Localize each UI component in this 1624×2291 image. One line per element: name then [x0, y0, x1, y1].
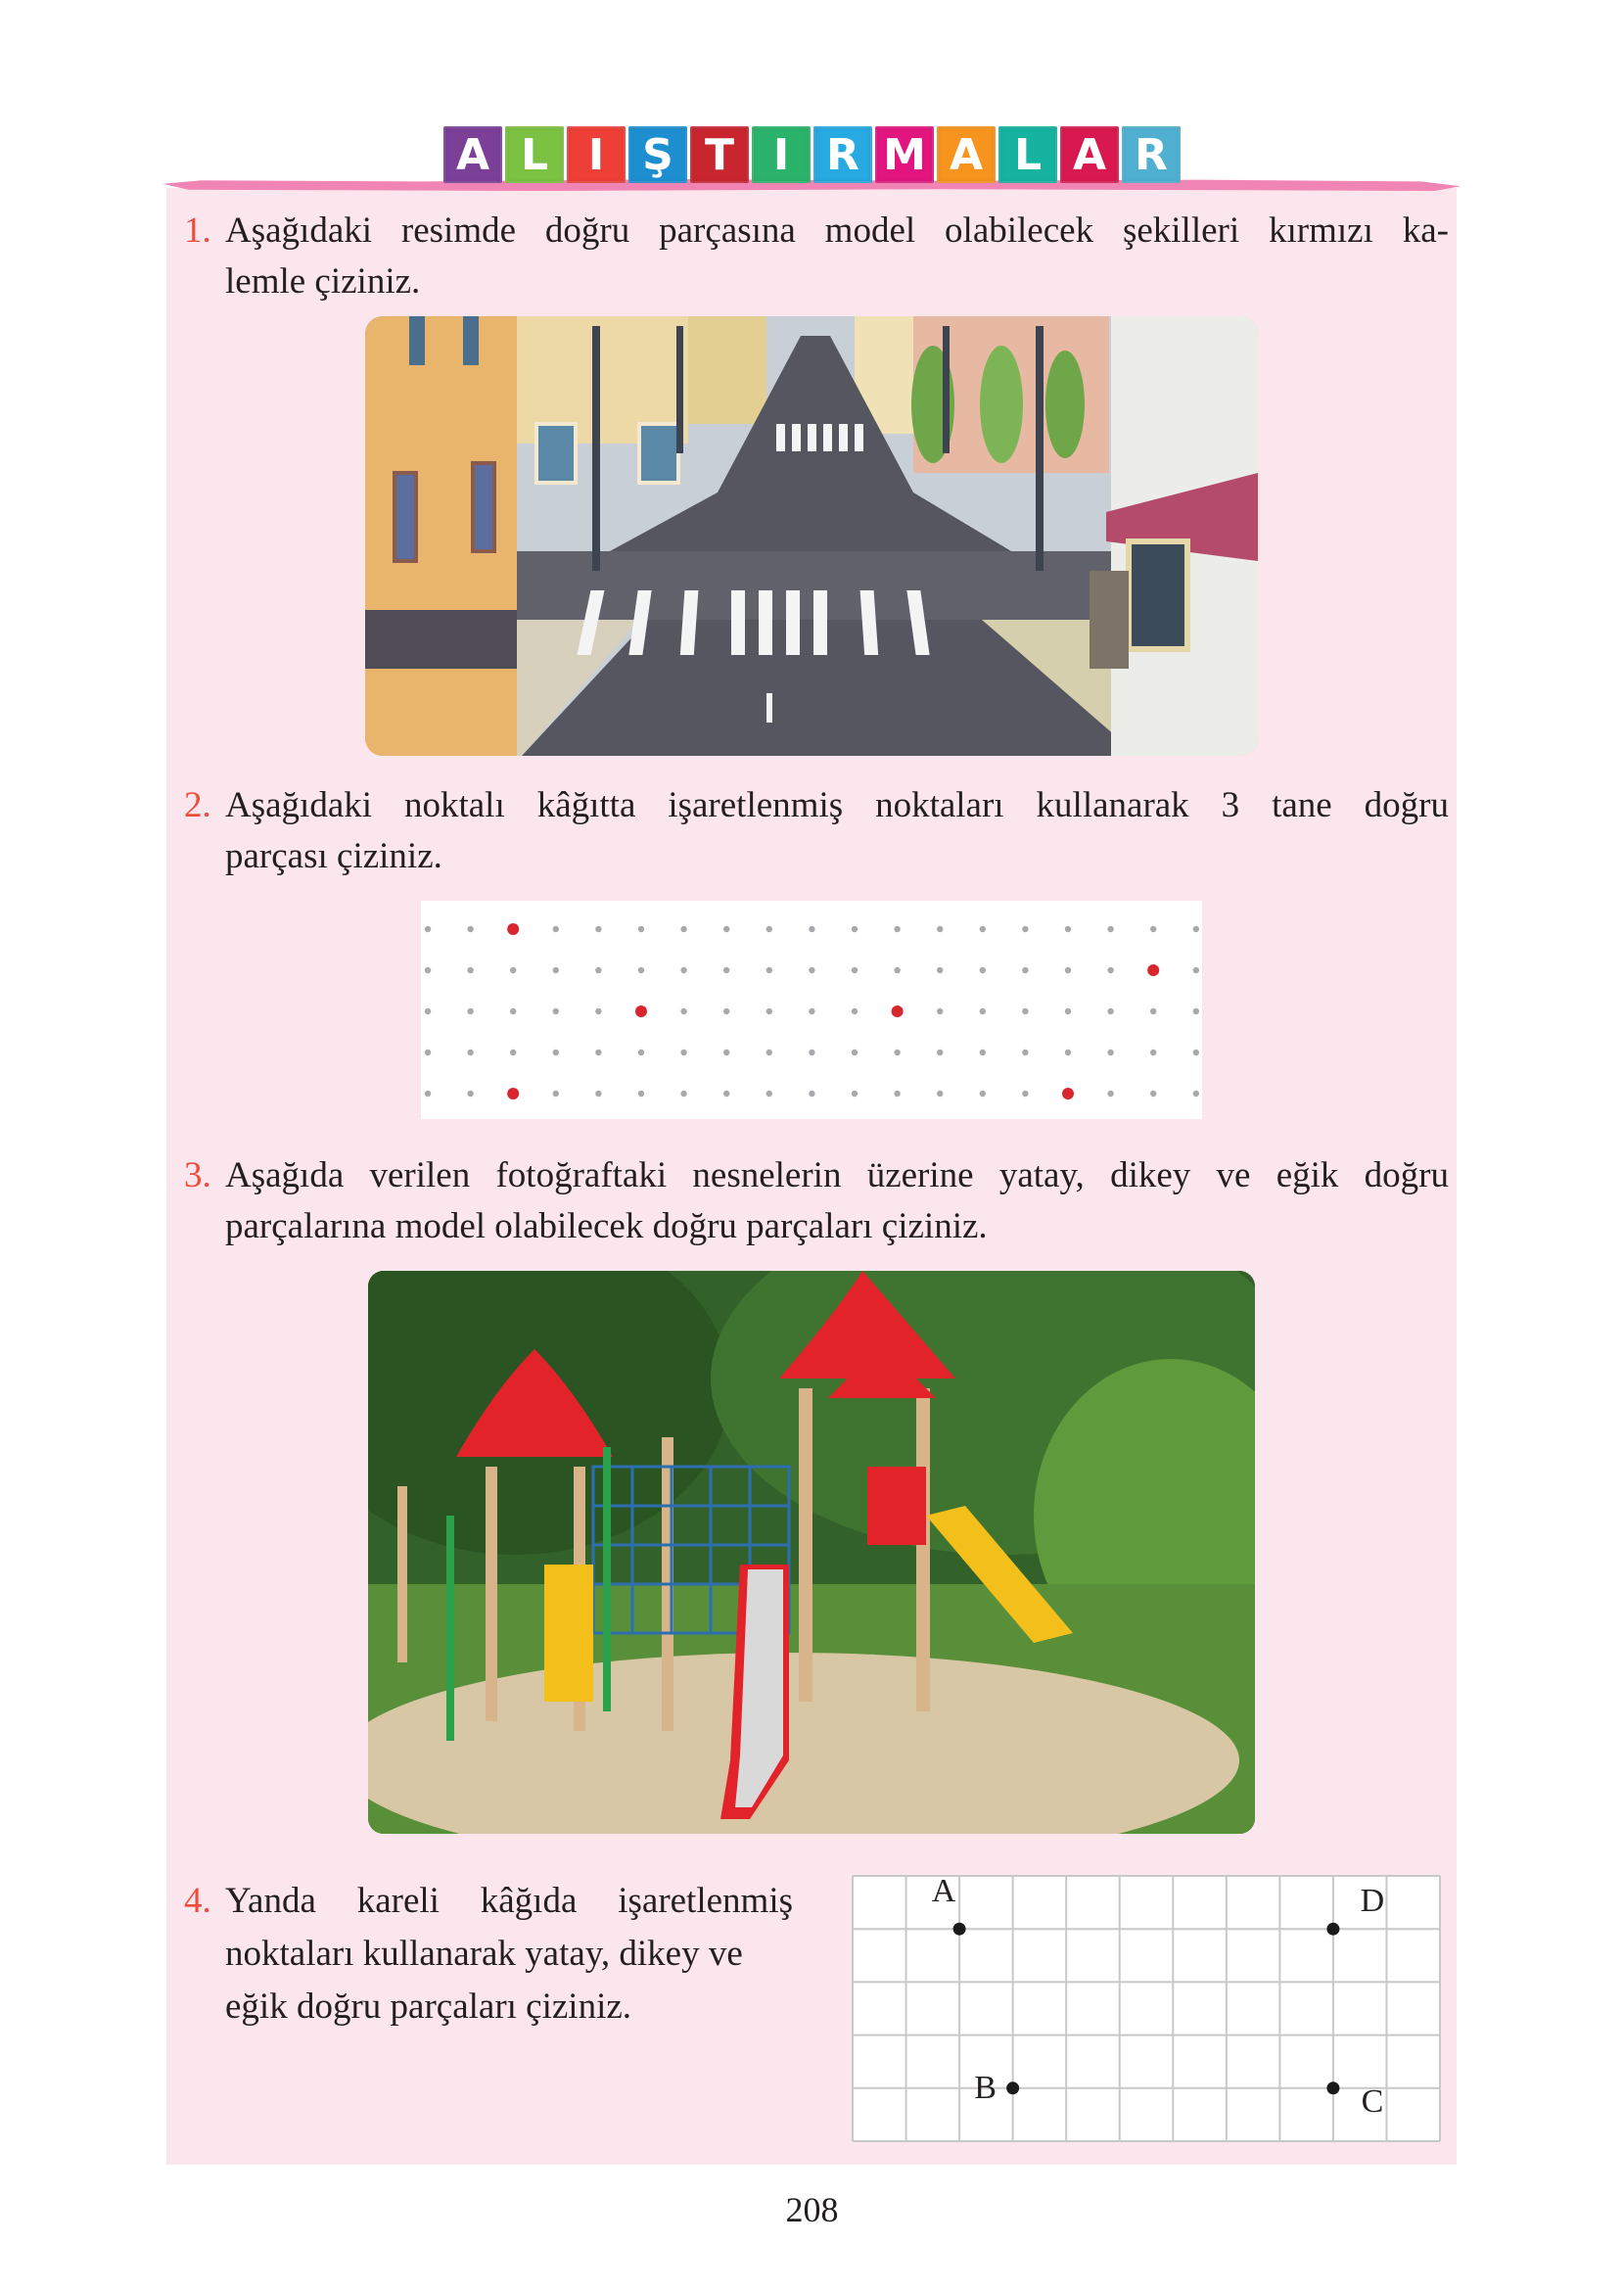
grid-dot	[1193, 1050, 1199, 1055]
grid-dot	[553, 926, 559, 932]
exercise-number: 1.	[184, 210, 211, 251]
grid-dot	[467, 926, 473, 932]
point-label: A	[931, 1873, 956, 1910]
grid-dot	[766, 926, 772, 932]
grid-dot	[937, 967, 943, 973]
point-label: C	[1361, 2082, 1384, 2120]
grid-dot	[425, 967, 431, 973]
exercise-text-line: lemle çiziniz.	[225, 261, 421, 302]
grid-dot	[1065, 926, 1071, 932]
title-letter-tile: I	[567, 126, 626, 183]
dot-paper	[421, 901, 1202, 1119]
grid-dot	[553, 967, 559, 973]
grid-dot	[553, 1050, 559, 1055]
page-number: 208	[785, 2190, 839, 2229]
grid-dot	[638, 926, 644, 932]
title-letter-tile: M	[875, 126, 934, 183]
grid-dot	[937, 1050, 943, 1055]
grid-dot	[1065, 1008, 1071, 1014]
point-a	[953, 1923, 966, 1936]
grid-dot	[766, 967, 772, 973]
grid-dot	[467, 1091, 473, 1097]
point-d	[1326, 1923, 1339, 1936]
grid-dot	[894, 926, 900, 932]
grid-dot	[1065, 967, 1071, 973]
grid-dot	[1022, 926, 1028, 932]
grid-dot	[1022, 967, 1028, 973]
exercise-text-line: eğik doğru parçaları çiziniz.	[225, 1987, 632, 2027]
title-letter-tile: L	[998, 126, 1057, 183]
title-letter-tile: R	[1122, 126, 1181, 183]
point-label: D	[1360, 1883, 1385, 1920]
grid-dot	[980, 1091, 986, 1097]
grid-dot	[595, 1091, 601, 1097]
title-letter-tile: A	[443, 126, 502, 183]
grid-dot	[937, 926, 943, 932]
grid-dot	[980, 967, 986, 973]
grid-dot	[1065, 1050, 1071, 1055]
grid-dot	[638, 967, 644, 973]
grid-dot	[852, 967, 858, 973]
grid-dot	[553, 1091, 559, 1097]
grid-dot	[809, 926, 814, 932]
title-letter-tile: I	[752, 126, 811, 183]
grid-dot	[809, 967, 814, 973]
grid-dot	[1150, 1008, 1156, 1014]
grid-dot	[553, 1008, 559, 1014]
grid-dot	[467, 967, 473, 973]
square-grid-paper	[853, 1873, 1440, 2141]
grid-dot	[1193, 967, 1199, 973]
grid-dot	[766, 1008, 772, 1014]
grid-dot	[680, 1091, 686, 1097]
grid-dot	[595, 926, 601, 932]
grid-dot	[937, 1091, 943, 1097]
exercise-text-line: Aşağıda verilen fotoğraftaki nesnelerin üzerine yatay, dikey ve eğik doğru	[225, 1155, 1449, 1195]
grid-dot	[425, 1091, 431, 1097]
grid-dot	[1107, 926, 1113, 932]
grid-dot	[809, 1091, 814, 1097]
grid-dot	[1193, 1091, 1199, 1097]
grid-dot	[510, 1008, 516, 1014]
grid-dot	[595, 967, 601, 973]
grid-dot	[894, 1050, 900, 1055]
grid-dot	[1193, 1008, 1199, 1014]
grid-dot	[1107, 1008, 1113, 1014]
marked-point	[507, 923, 519, 935]
title-letter-tile: A	[1060, 126, 1119, 183]
exercise-text-line: noktaları kullanarak yatay, dikey ve	[225, 1934, 743, 1974]
marked-point	[507, 1088, 519, 1099]
point-label: B	[974, 2069, 997, 2106]
grid-dot	[1022, 1050, 1028, 1055]
exercise-4	[184, 1875, 793, 2034]
grid-dot	[1193, 926, 1199, 932]
marked-point	[892, 1005, 904, 1017]
exercise-text-line: Yanda kareli kâğıda işaretlenmiş	[225, 1881, 793, 1921]
grid-dot	[852, 1091, 858, 1097]
exercise-number: 2.	[184, 785, 211, 825]
title-letter-tile: Ş	[628, 126, 687, 183]
grid-dot	[425, 1050, 431, 1055]
grid-dot	[809, 1008, 814, 1014]
grid-dot	[894, 967, 900, 973]
title-letter-tile: L	[505, 126, 564, 183]
grid-dot	[766, 1050, 772, 1055]
grid-dot	[595, 1050, 601, 1055]
grid-dot	[723, 1050, 729, 1055]
playground-photo	[368, 1271, 1255, 1834]
grid-dot	[766, 1091, 772, 1097]
marked-point	[635, 1005, 647, 1017]
grid-dot	[980, 1008, 986, 1014]
grid-dot	[638, 1091, 644, 1097]
grid-dot	[1107, 1091, 1113, 1097]
grid-dot	[425, 926, 431, 932]
grid-dot	[894, 1091, 900, 1097]
grid-dot	[1107, 967, 1113, 973]
grid-dot	[1022, 1008, 1028, 1014]
grid-dot	[467, 1050, 473, 1055]
grid-dot	[680, 1008, 686, 1014]
grid-dot	[680, 967, 686, 973]
exercise-text-line: parçası çiziniz.	[225, 836, 442, 876]
grid-dot	[723, 926, 729, 932]
exercise-text-line: Aşağıdaki resimde doğru parçasına model olabilecek şekilleri kırmızı ka-	[225, 210, 1449, 251]
marked-point	[1062, 1088, 1074, 1099]
exercise-text-line: parçalarına model olabilecek doğru parçaları çiziniz.	[225, 1206, 988, 1246]
grid-dot	[723, 1091, 729, 1097]
title-letter-tile: T	[690, 126, 749, 183]
grid-dot	[852, 926, 858, 932]
page-title-alistirmalar	[443, 126, 1181, 183]
grid-dot	[980, 1050, 986, 1055]
exercise-text-line: Aşağıdaki noktalı kâğıtta işaretlenmiş noktaları kullanarak 3 tane doğru	[225, 785, 1449, 825]
grid-dot	[595, 1008, 601, 1014]
exercise-1	[184, 206, 1449, 307]
grid-dot	[425, 1008, 431, 1014]
point-c	[1326, 2081, 1339, 2094]
exercise-3	[184, 1150, 1449, 1252]
title-letter-tile: A	[937, 126, 996, 183]
grid-dot	[852, 1008, 858, 1014]
grid-dot	[1150, 1050, 1156, 1055]
grid-dot	[1150, 1091, 1156, 1097]
grid-dot	[723, 1008, 729, 1014]
exercise-2	[184, 780, 1449, 882]
grid-dot	[680, 1050, 686, 1055]
grid-dot	[980, 926, 986, 932]
street-intersection-illustration	[365, 316, 1258, 756]
point-b	[1006, 2081, 1019, 2094]
grid-dot	[510, 1050, 516, 1055]
exercise-number: 3.	[184, 1155, 211, 1195]
grid-dot	[809, 1050, 814, 1055]
grid-dot	[467, 1008, 473, 1014]
grid-dot	[723, 967, 729, 973]
grid-dot	[510, 967, 516, 973]
grid-dot	[1022, 1091, 1028, 1097]
grid-dot	[1107, 1050, 1113, 1055]
grid-dot	[638, 1050, 644, 1055]
grid-dot	[937, 1008, 943, 1014]
grid-dot	[680, 926, 686, 932]
title-letter-tile: R	[813, 126, 872, 183]
grid-dot	[852, 1050, 858, 1055]
marked-point	[1147, 964, 1159, 976]
grid-dot	[1150, 926, 1156, 932]
exercise-number: 4.	[184, 1881, 211, 1921]
